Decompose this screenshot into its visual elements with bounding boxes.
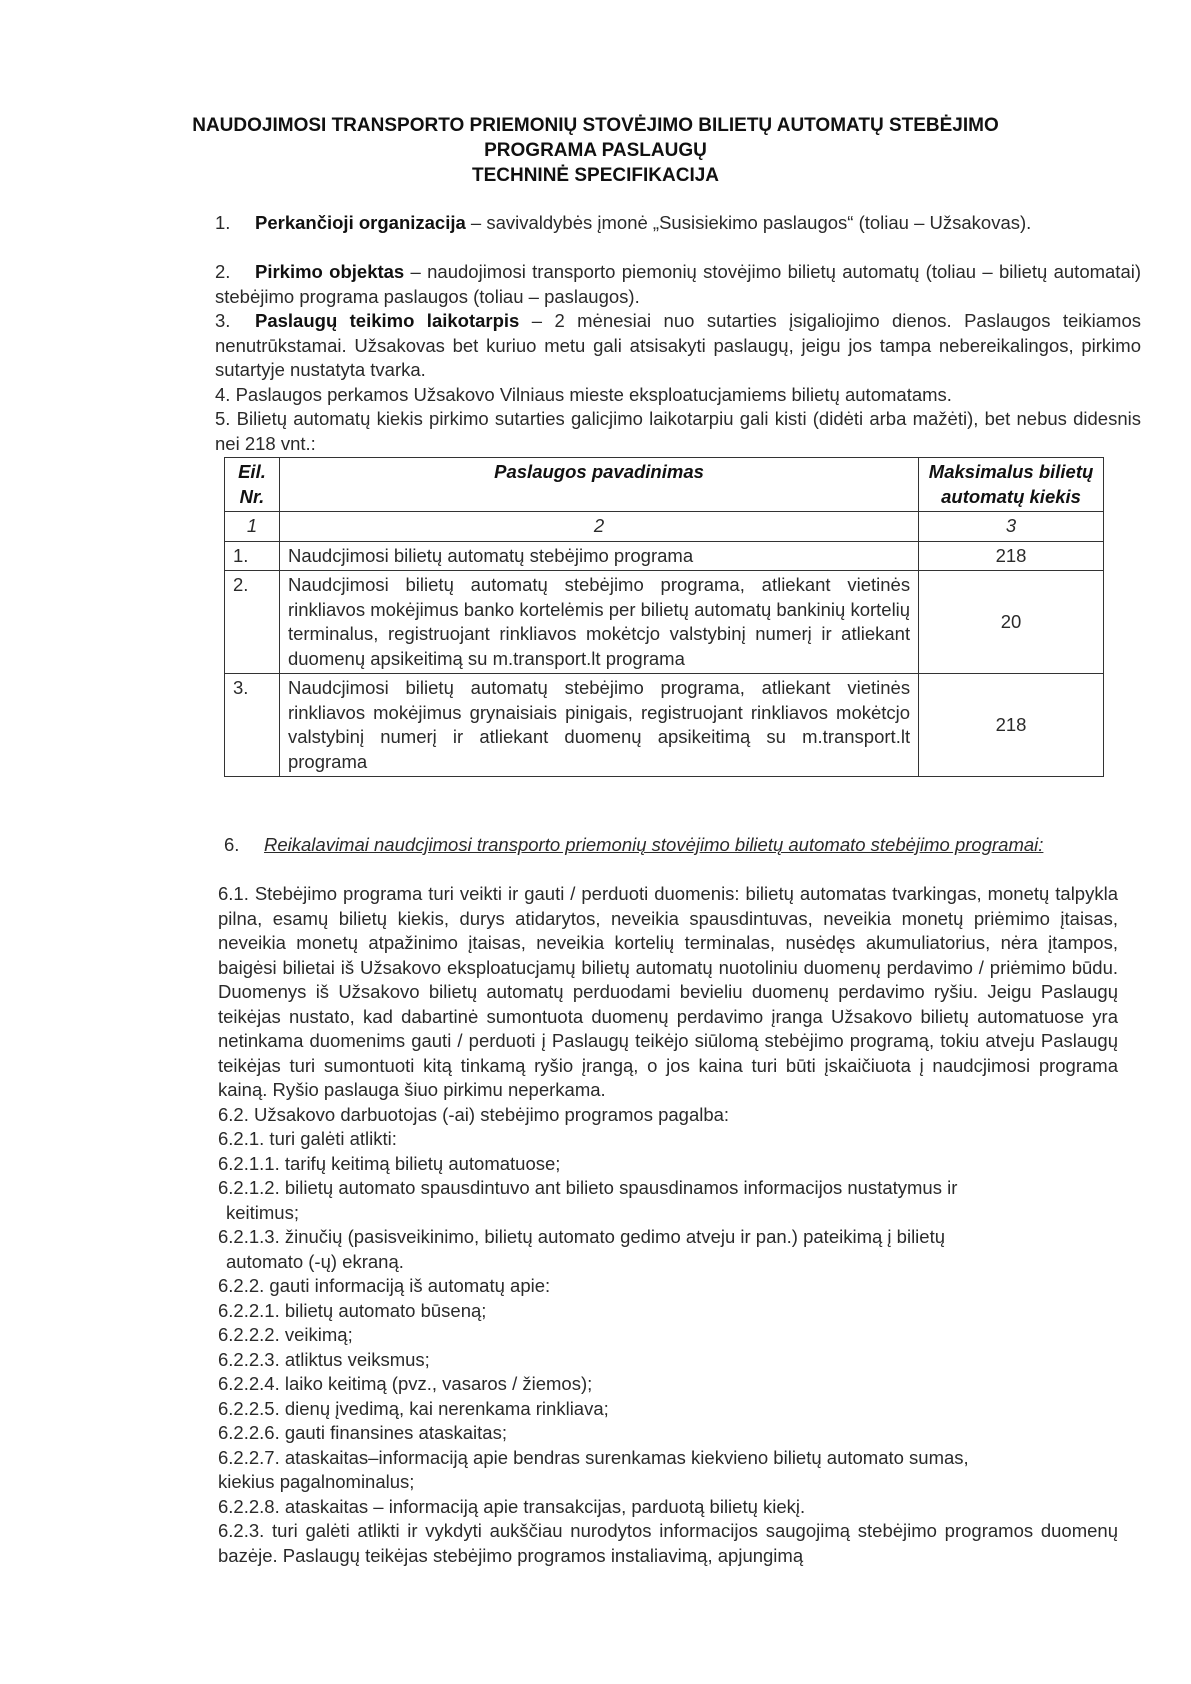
paragraph-6-2-2-4: 6.2.2.4. laiko keitimą (pvz., vasaros / žiemos);: [218, 1373, 593, 1394]
paragraph-6-2-1-2-cont: keitimus;: [226, 1201, 299, 1223]
paragraph-6-2-2-2: 6.2.2.2. veikimą;: [218, 1324, 353, 1345]
section-6-body: [218, 882, 1118, 1568]
section-6-number: 6.: [224, 834, 240, 855]
title-line-2: PROGRAMA PASLAUGŲ: [484, 140, 707, 161]
paragraph-6-2-1-2: 6.2.1.2. bilietų automato spausdintuvo ant bilieto spausdinamos informacijos nustatymus ir: [218, 1177, 958, 1198]
title-line-3: TECHNINĖ SPECIFIKACIJA: [471, 165, 720, 186]
header-qty: Maksimalus bilietų automatų kiekis: [919, 458, 1104, 512]
row-name: Naudcjimosi bilietų automatų stebėjimo programa, atliekant vietinės rinkliavos mokėjimus grynaisiais pinigais, registruojant rinkliavos mokėtcjo valstybinį numerį ir atliekant duomenų apsikeitimą su m.transport.lt programa: [279, 674, 918, 777]
item-5: 5. Bilietų automatų kiekis pirkimo sutarties galicjimo laikotarpiu gali kisti (didėti arba mažėti), bet nebus didesnis nei 218 vnt.:: [215, 408, 1141, 454]
paragraph-6-2-2-7: 6.2.2.7. ataskaitas–informaciją apie bendras surenkamas kiekvieno bilietų automato sumas,: [218, 1446, 969, 1468]
row-name: Naudcjimosi bilietų automatų stebėjimo programa, atliekant vietinės rinkliavos mokėjimus banko kortelėmis per bilietų automatų bankinių kortelių terminalus, registruojant rinkliavos mokėtcjo valstybinį numerį ir atliekant duomenų apsikeitimą su m.transport.lt programa: [279, 571, 918, 674]
item-1-number: 1.: [215, 212, 231, 233]
item-1-text: – savivaldybės įmonė „Susisiekimo paslaugos“ (toliau – Užsakovas).: [465, 212, 1032, 233]
row-number: 1.: [225, 541, 280, 571]
paragraph-6-2-2-7-cont: kiekius pagalnominalus;: [218, 1471, 415, 1492]
header-no: Eil. Nr.: [225, 458, 280, 512]
paragraph-6-1: 6.1. Stebėjimo programa turi veikti ir gauti / perduoti duomenis: bilietų automatas tvarkingas, monetų talpykla pilna, esamų bilietų kiekis, durys atidarytos, neveikia spausdintuvas, neveikia monetų priėmimo įtaisas, neveikia monetų atpažinimo įtaisas, neveikia kortelių terminalas, nusėdęs akumuliatorius, nėra įtampos, baigėsi bilietai iš Užsakovo eksploatucjamų bilietų automatų nuotoliniu duomenų perdavimo / priėmimo būdu. Duomenys iš Užsakovo bilietų automatų perduodami bevieliu duomenų perdavimo ryšiu. Jeigu Paslaugų teikėjas nustato, kad dabartinė sumontuota duomenų perdavimo įranga Užsakovo bilietų automatuose yra netinkama duomenims gauti / perduoti į Paslaugų teikėjo siūlomą stebėjimo programą, tokiu atveju Paslaugų teikėjas turi sumontuoti kitą tinkamą ryšio įrangą, o jos kaina turi būti įskaičiuota į naudcjimosi programa kainą. Ryšio paslauga šiuo pirkimu neperkama.: [218, 883, 1118, 1100]
paragraph-6-2-2-1: 6.2.2.1. bilietų automato būseną;: [218, 1299, 487, 1321]
row-quantity: 218: [919, 541, 1104, 571]
table-row: [225, 571, 1104, 674]
item-2-text: – naudojimosi transporto piemonių stovėjimo bilietų automatų (toliau – bilietų automatai) stebėjimo programa paslaugos (toliau – paslaugos).: [215, 261, 1142, 307]
title-line-1: NAUDOJIMOSI TRANSPORTO PRIEMONIŲ STOVĖJIMO BILIETŲ AUTOMATŲ STEBĖJIMO: [192, 115, 999, 136]
table-header-row: [225, 458, 1104, 512]
table-row: [225, 541, 1104, 571]
paragraph-6-2-2: 6.2.2. gauti informaciją iš automatų apie:: [218, 1275, 551, 1296]
table-row: [225, 674, 1104, 777]
header-name: Paslaugos pavadinimas: [279, 458, 918, 512]
paragraph-6-2-2-8: 6.2.2.8. ataskaitas – informaciją apie transakcijas, parduotą bilietų kiekį.: [218, 1495, 806, 1517]
section-6-title: Reikalavimai naudcjimosi transporto priemonių stovėjimo bilietų automato stebėjimo programai:: [264, 834, 1044, 855]
item-2-number: 2.: [215, 261, 231, 282]
index-3: 3: [919, 512, 1104, 542]
item-3: [215, 309, 1141, 383]
paragraph-6-2-3: 6.2.3. turi galėti atlikti ir vykdyti aukščiau nurodytos informacijos saugojimą stebėjimo programos duomenų bazėje. Paslaugų teikėjas stebėjimo programos instaliavimą, apjungimą: [218, 1520, 1118, 1566]
paragraph-6-2-1: 6.2.1. turi galėti atlikti:: [218, 1128, 397, 1149]
row-number: 3.: [225, 674, 280, 777]
paragraph-6-2-2-3: 6.2.2.3. atliktus veiksmus;: [218, 1348, 430, 1370]
row-quantity: 20: [919, 571, 1104, 674]
services-table: [224, 457, 1104, 777]
item-3-text: – 2 mėnesiai nuo sutarties įsigaliojimo dienos. Paslaugos teikiamos nenutrūkstamai. Užsakovas bet kuriuo metu gali atsisakyti paslaugų, jeigu jos tampa nebereikalingos, pirkimo sutartyje nustatyta tvarka.: [215, 310, 1141, 380]
item-2: [215, 260, 1141, 309]
row-name: Naudcjimosi bilietų automatų stebėjimo programa: [279, 541, 918, 571]
item-2-label: Pirkimo objektas: [255, 261, 405, 282]
index-1: 1: [225, 512, 280, 542]
item-1-label: Perkančioji organizacija: [255, 212, 466, 233]
document-title: [150, 113, 1041, 188]
section-6-heading: [224, 833, 1125, 858]
index-2: 2: [279, 512, 918, 542]
paragraph-6-2-2-6: 6.2.2.6. gauti finansines ataskaitas;: [218, 1422, 507, 1443]
row-number: 2.: [225, 571, 280, 674]
item-3-number: 3.: [215, 310, 231, 331]
paragraph-6-2-1-3: 6.2.1.3. žinučių (pasisveikinimo, bilietų automato gedimo atveju ir pan.) pateikimą į bilietų: [218, 1226, 946, 1247]
paragraph-6-2: 6.2. Užsakovo darbuotojas (-ai) stebėjimo programos pagalba:: [218, 1103, 730, 1125]
item-4: 4. Paslaugos perkamos Užsakovo Vilniaus mieste eksploatucjamiems bilietų automatams.: [215, 384, 952, 405]
paragraph-6-2-1-3-cont: automato (-ų) ekraną.: [226, 1250, 404, 1272]
table-index-row: [225, 512, 1104, 542]
row-quantity: 218: [919, 674, 1104, 777]
paragraph-6-2-2-5: 6.2.2.5. dienų įvedimą, kai nerenkama rinkliava;: [218, 1397, 609, 1419]
paragraph-6-2-1-1: 6.2.1.1. tarifų keitimą bilietų automatuose;: [218, 1152, 561, 1174]
item-3-label: Paslaugų teikimo laikotarpis: [255, 310, 520, 331]
item-1: [215, 211, 1141, 236]
